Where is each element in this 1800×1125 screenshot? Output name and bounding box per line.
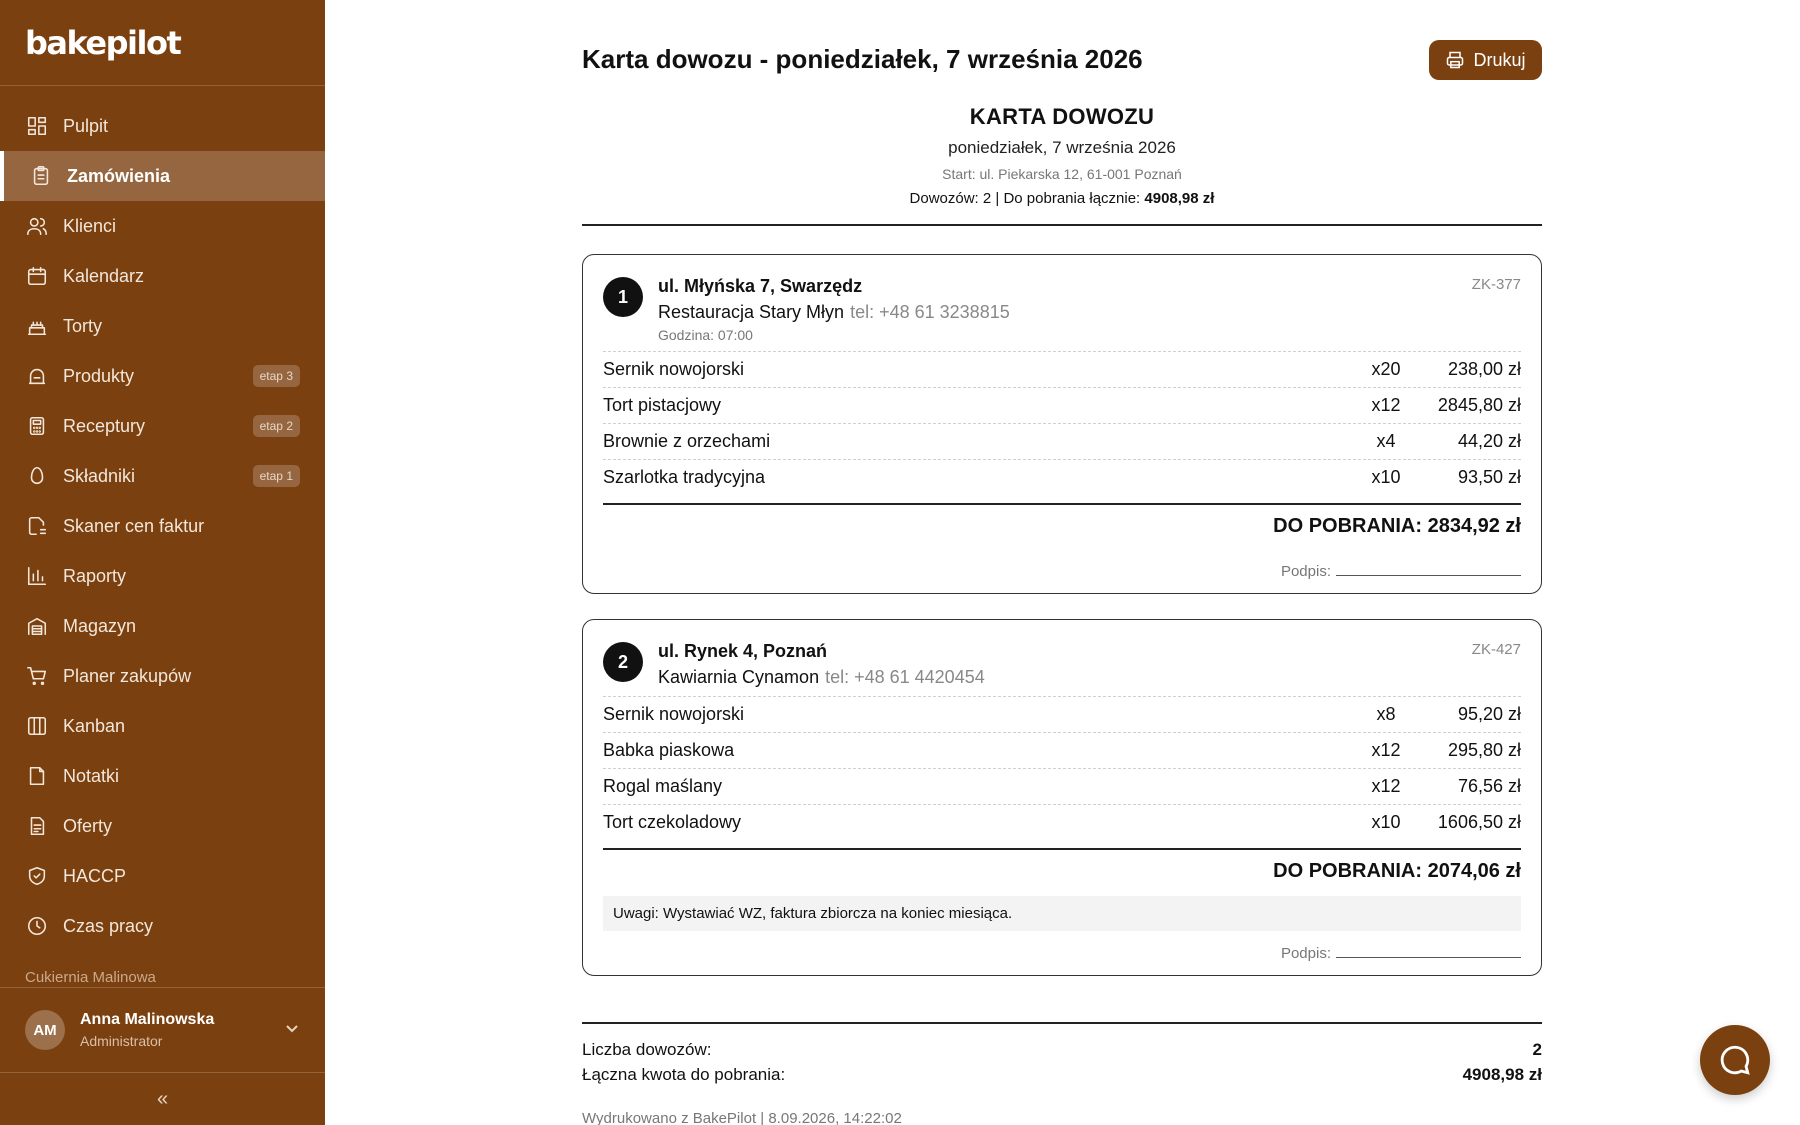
items-list bbox=[603, 351, 1521, 495]
columns-icon bbox=[26, 715, 48, 737]
delivery-number: 2 bbox=[603, 642, 643, 682]
page-header bbox=[582, 0, 1542, 120]
delivery-client bbox=[658, 302, 1010, 323]
sidebar-item-label: Magazyn bbox=[63, 615, 137, 636]
clipboard-icon bbox=[30, 165, 52, 187]
sidebar-item-receptury[interactable] bbox=[0, 401, 325, 451]
item-quantity: x12 bbox=[1371, 776, 1401, 796]
delivery-header bbox=[603, 275, 1521, 351]
item-name: Szarlotka tradycyjna bbox=[603, 467, 766, 487]
sidebar-item-label: HACCP bbox=[63, 865, 127, 886]
bar-chart-icon bbox=[26, 565, 48, 587]
item-quantity: x12 bbox=[1371, 740, 1401, 760]
user-name: Anna Malinowska bbox=[80, 1011, 215, 1028]
print-button[interactable] bbox=[1429, 40, 1542, 80]
list-item bbox=[603, 351, 1521, 387]
sidebar-item-label: Torty bbox=[63, 315, 103, 336]
print-button-label: Drukuj bbox=[1473, 49, 1526, 70]
cake-icon bbox=[26, 315, 48, 337]
delivery-info bbox=[658, 275, 1010, 351]
client-name: Kawiarnia Cynamon bbox=[658, 667, 820, 687]
item-name: Brownie z orzechami bbox=[603, 431, 771, 451]
sidebar-item-torty[interactable] bbox=[0, 301, 325, 351]
sidebar-item-magazyn[interactable] bbox=[0, 601, 325, 651]
dashboard-icon bbox=[26, 115, 48, 137]
logo-text: bakepilot bbox=[25, 23, 181, 62]
client-phone[interactable]: tel: +48 61 4420454 bbox=[825, 667, 985, 687]
sidebar-item-label: Produkty bbox=[63, 365, 135, 386]
item-price: 76,56 zł bbox=[1457, 776, 1521, 796]
main-content bbox=[582, 0, 1542, 1125]
clock-icon bbox=[26, 915, 48, 937]
item-price: 44,20 zł bbox=[1457, 431, 1521, 451]
sidebar-item-label: Raporty bbox=[63, 565, 127, 586]
sidebar-item-planer-zakupów[interactable] bbox=[0, 651, 325, 701]
footer-total-label: Łączna kwota do pobrania: bbox=[582, 1065, 786, 1084]
sidebar-item-kanban[interactable] bbox=[0, 701, 325, 751]
company-name: Cukiernia Malinowa bbox=[25, 969, 156, 986]
document-start-address: Start: ul. Piekarska 12, 61-001 Poznań bbox=[942, 166, 1182, 182]
sidebar-item-label: Receptury bbox=[63, 415, 146, 436]
list-item bbox=[603, 459, 1521, 495]
footer-count-label: Liczba dowozów: bbox=[582, 1040, 712, 1059]
list-item bbox=[603, 732, 1521, 768]
item-quantity: x20 bbox=[1371, 359, 1401, 379]
sidebar-item-skaner-cen-faktur[interactable] bbox=[0, 501, 325, 551]
divider bbox=[582, 1022, 1542, 1024]
item-name: Sernik nowojorski bbox=[603, 359, 745, 379]
sidebar-item-label: Składniki bbox=[63, 465, 136, 486]
egg-icon bbox=[26, 465, 48, 487]
sidebar-nav bbox=[0, 86, 325, 951]
logo[interactable] bbox=[0, 0, 325, 86]
delivery-time: Godzina: 07:00 bbox=[658, 327, 753, 343]
items-list bbox=[603, 696, 1521, 840]
document-date: poniedziałek, 7 września 2026 bbox=[948, 138, 1176, 157]
item-name: Rogal maślany bbox=[603, 776, 723, 796]
sidebar-item-label: Zamówienia bbox=[67, 165, 171, 186]
footer-count-row bbox=[582, 1040, 1542, 1060]
sidebar-item-label: Notatki bbox=[63, 765, 120, 786]
sidebar-item-raporty[interactable] bbox=[0, 551, 325, 601]
delivery-info bbox=[658, 640, 985, 696]
item-price: 1606,50 zł bbox=[1437, 812, 1521, 832]
delivery-address: ul. Młyńska 7, Swarzędz bbox=[658, 276, 863, 296]
order-id: ZK-377 bbox=[1471, 276, 1521, 293]
sidebar-item-label: Klienci bbox=[63, 215, 117, 236]
sidebar-item-oferty[interactable] bbox=[0, 801, 325, 851]
sidebar-item-zamówienia[interactable] bbox=[0, 151, 325, 201]
footer-total-row bbox=[582, 1065, 1542, 1085]
printer-icon bbox=[1445, 50, 1465, 70]
divider bbox=[582, 224, 1542, 226]
divider bbox=[603, 848, 1521, 850]
warehouse-icon bbox=[26, 615, 48, 637]
sidebar-item-label: Kanban bbox=[63, 715, 126, 736]
item-price: 2845,80 zł bbox=[1437, 395, 1521, 415]
item-name: Tort pistacjowy bbox=[603, 395, 722, 415]
delivery-card bbox=[582, 619, 1542, 976]
list-item bbox=[603, 804, 1521, 840]
sidebar-item-czas-pracy[interactable] bbox=[0, 901, 325, 951]
footer-total-value: 4908,98 zł bbox=[1462, 1065, 1542, 1084]
list-item bbox=[603, 423, 1521, 459]
note-icon bbox=[26, 765, 48, 787]
document-summary bbox=[582, 190, 1542, 207]
item-quantity: x4 bbox=[1376, 431, 1396, 451]
sidebar-item-składniki[interactable] bbox=[0, 451, 325, 501]
stage-badge: etap 3 bbox=[253, 365, 300, 387]
sidebar-item-kalendarz[interactable] bbox=[0, 251, 325, 301]
sidebar bbox=[0, 0, 325, 1125]
client-name: Restauracja Stary Młyn bbox=[658, 302, 845, 322]
delivery-client bbox=[658, 667, 985, 688]
item-name: Tort czekoladowy bbox=[603, 812, 742, 832]
user-info bbox=[80, 1011, 284, 1049]
item-quantity: x8 bbox=[1376, 704, 1396, 724]
item-price: 238,00 zł bbox=[1447, 359, 1521, 379]
sidebar-item-label: Oferty bbox=[63, 815, 113, 836]
chat-button[interactable] bbox=[1700, 1025, 1770, 1095]
sidebar-item-label: Planer zakupów bbox=[63, 665, 192, 686]
summary-total: 4908,98 zł bbox=[1144, 190, 1215, 207]
delivery-header bbox=[603, 640, 1521, 696]
list-item bbox=[603, 696, 1521, 732]
user-menu[interactable] bbox=[0, 987, 325, 1073]
signature-line bbox=[1336, 564, 1521, 576]
signature-label: Podpis: bbox=[1280, 945, 1331, 962]
stage-badge: etap 1 bbox=[253, 465, 300, 487]
item-quantity: x10 bbox=[1371, 467, 1401, 487]
shield-check-icon bbox=[26, 865, 48, 887]
collapse-sidebar-button[interactable]: « bbox=[156, 1087, 169, 1110]
sidebar-item-label: Skaner cen faktur bbox=[63, 515, 205, 536]
calendar-icon bbox=[26, 265, 48, 287]
bread-icon bbox=[26, 365, 48, 387]
list-item bbox=[603, 768, 1521, 804]
signature-label: Podpis: bbox=[1280, 563, 1331, 580]
scan-document-icon bbox=[26, 515, 48, 537]
item-quantity: x10 bbox=[1371, 812, 1401, 832]
sidebar-item-label: Czas pracy bbox=[63, 915, 154, 936]
delivery-note: Uwagi: Wystawiać WZ, faktura zbiorcza na koniec miesiąca. bbox=[603, 896, 1521, 931]
delivery-total: DO POBRANIA: 2074,06 zł bbox=[1273, 860, 1521, 882]
item-price: 95,20 zł bbox=[1457, 704, 1521, 724]
sidebar-item-label: Kalendarz bbox=[63, 265, 145, 286]
sidebar-item-produkty[interactable] bbox=[0, 351, 325, 401]
chevron-down-icon[interactable] bbox=[284, 1020, 300, 1041]
delivery-total: DO POBRANIA: 2834,92 zł bbox=[1273, 515, 1521, 537]
list-item bbox=[603, 387, 1521, 423]
delivery-address: ul. Rynek 4, Poznań bbox=[658, 641, 828, 661]
sidebar-item-label: Pulpit bbox=[63, 115, 109, 136]
document-header bbox=[582, 104, 1542, 207]
avatar: AM bbox=[25, 1010, 65, 1050]
cart-icon bbox=[26, 665, 48, 687]
divider bbox=[603, 503, 1521, 505]
signature-field bbox=[603, 931, 1521, 975]
item-quantity: x12 bbox=[1371, 395, 1401, 415]
delivery-card bbox=[582, 254, 1542, 594]
users-icon bbox=[26, 215, 48, 237]
page-title: Karta dowozu - poniedziałek, 7 września 2026 bbox=[582, 44, 1143, 74]
item-name: Babka piaskowa bbox=[603, 740, 735, 760]
calculator-icon bbox=[26, 415, 48, 437]
item-price: 93,50 zł bbox=[1457, 467, 1521, 487]
document-title: KARTA DOWOZU bbox=[969, 104, 1155, 129]
signature-line bbox=[1336, 946, 1521, 958]
sidebar-item-notatki[interactable] bbox=[0, 751, 325, 801]
sidebar-item-klienci[interactable] bbox=[0, 201, 325, 251]
sidebar-item-pulpit[interactable] bbox=[0, 101, 325, 151]
stage-badge: etap 2 bbox=[253, 415, 300, 437]
document-icon bbox=[26, 815, 48, 837]
client-phone[interactable]: tel: +48 61 3238815 bbox=[850, 302, 1010, 322]
printed-info: Wydrukowano z BakePilot | 8.09.2026, 14:22:02 bbox=[582, 1110, 902, 1125]
user-role: Administrator bbox=[80, 1033, 163, 1049]
delivery-number: 1 bbox=[603, 277, 643, 317]
order-id: ZK-427 bbox=[1471, 641, 1521, 658]
signature-field bbox=[603, 549, 1521, 593]
item-price: 295,80 zł bbox=[1447, 740, 1521, 760]
chat-bubble-icon bbox=[1718, 1043, 1752, 1077]
summary-prefix: Dowozów: 2 | Do pobrania łącznie: bbox=[909, 190, 1145, 207]
item-name: Sernik nowojorski bbox=[603, 704, 745, 724]
sidebar-item-haccp[interactable] bbox=[0, 851, 325, 901]
footer-count-value: 2 bbox=[1532, 1040, 1542, 1059]
